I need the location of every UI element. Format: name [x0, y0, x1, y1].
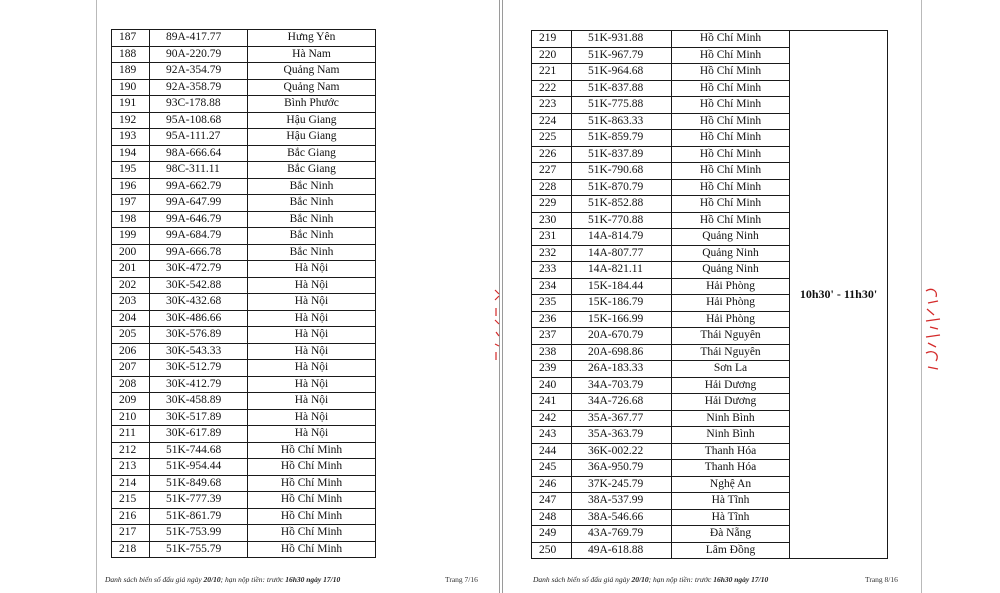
province-cell: Hồ Chí Minh: [248, 525, 376, 542]
row-number-cell: 191: [112, 96, 150, 113]
row-number-cell: 219: [532, 31, 572, 48]
plate-number-cell: 14A-814.79: [572, 229, 672, 246]
table-row: [112, 409, 376, 426]
plate-number-cell: 99A-646.79: [150, 211, 248, 228]
plate-number-cell: 15K-166.99: [572, 311, 672, 328]
province-cell: Hồ Chí Minh: [248, 475, 376, 492]
row-number-cell: 233: [532, 262, 572, 279]
row-number-cell: 242: [532, 410, 572, 427]
row-number-cell: 234: [532, 278, 572, 295]
plate-number-cell: 51K-770.88: [572, 212, 672, 229]
plate-number-cell: 30K-432.68: [150, 294, 248, 311]
province-cell: Hà Nội: [248, 393, 376, 410]
plate-number-cell: 51K-863.33: [572, 113, 672, 130]
plate-number-cell: 37K-245.79: [572, 476, 672, 493]
plate-number-cell: 51K-849.68: [150, 475, 248, 492]
row-number-cell: 237: [532, 328, 572, 345]
province-cell: Hà Nội: [248, 310, 376, 327]
plate-number-cell: 15K-184.44: [572, 278, 672, 295]
row-number-cell: 190: [112, 79, 150, 96]
plate-number-cell: 30K-543.33: [150, 343, 248, 360]
plate-number-cell: 36A-950.79: [572, 460, 672, 477]
plate-number-cell: 95A-111.27: [150, 129, 248, 146]
table-row: [112, 46, 376, 63]
plate-number-cell: 30K-486.66: [150, 310, 248, 327]
table-row: [112, 442, 376, 459]
plate-number-cell: 38A-537.99: [572, 493, 672, 510]
province-cell: Hà Nội: [248, 277, 376, 294]
document-page-right: [502, 0, 922, 593]
table-row: [112, 277, 376, 294]
plate-number-cell: 99A-662.79: [150, 178, 248, 195]
province-cell: Hồ Chí Minh: [672, 97, 790, 114]
province-cell: Hà Nội: [248, 261, 376, 278]
plate-number-cell: 30K-617.89: [150, 426, 248, 443]
page-footer-note: Danh sách biển số đấu giá ngày 20/10; hạn nộp tiền: trước 16h30 ngày 17/10: [533, 575, 769, 584]
table-row: [112, 195, 376, 212]
plate-number-cell: 20A-698.86: [572, 344, 672, 361]
row-number-cell: 206: [112, 343, 150, 360]
row-number-cell: 244: [532, 443, 572, 460]
province-cell: Hà Nội: [248, 294, 376, 311]
table-row: [112, 475, 376, 492]
row-number-cell: 218: [112, 541, 150, 558]
row-number-cell: 189: [112, 63, 150, 80]
province-cell: Lâm Đồng: [672, 542, 790, 559]
time-slot-cell: 10h30' - 11h30': [790, 31, 888, 559]
plate-number-cell: 35A-367.77: [572, 410, 672, 427]
row-number-cell: 239: [532, 361, 572, 378]
plate-number-cell: 30K-472.79: [150, 261, 248, 278]
province-cell: Hồ Chí Minh: [248, 442, 376, 459]
province-cell: Hà Nội: [248, 327, 376, 344]
row-number-cell: 194: [112, 145, 150, 162]
plate-number-cell: 92A-358.79: [150, 79, 248, 96]
province-cell: Hồ Chí Minh: [248, 459, 376, 476]
row-number-cell: 230: [532, 212, 572, 229]
province-cell: Hải Phòng: [672, 311, 790, 328]
row-number-cell: 210: [112, 409, 150, 426]
province-cell: Hải Dương: [672, 377, 790, 394]
plate-number-cell: 20A-670.79: [572, 328, 672, 345]
row-number-cell: 225: [532, 130, 572, 147]
province-cell: Ninh Bình: [672, 410, 790, 427]
row-number-cell: 226: [532, 146, 572, 163]
row-number-cell: 216: [112, 508, 150, 525]
row-number-cell: 187: [112, 30, 150, 47]
table-row: [112, 63, 376, 80]
table-row: [112, 211, 376, 228]
plate-number-cell: 99A-647.99: [150, 195, 248, 212]
plate-number-cell: 51K-755.79: [150, 541, 248, 558]
row-number-cell: 227: [532, 163, 572, 180]
row-number-cell: 241: [532, 394, 572, 411]
table-row: [112, 360, 376, 377]
row-number-cell: 201: [112, 261, 150, 278]
row-number-cell: 217: [112, 525, 150, 542]
table-row: [112, 145, 376, 162]
province-cell: Hà Nội: [248, 343, 376, 360]
row-number-cell: 215: [112, 492, 150, 509]
province-cell: Bình Phước: [248, 96, 376, 113]
plate-number-cell: 38A-546.66: [572, 509, 672, 526]
plate-number-cell: 34A-703.79: [572, 377, 672, 394]
row-number-cell: 228: [532, 179, 572, 196]
plate-number-cell: 51K-954.44: [150, 459, 248, 476]
plate-number-cell: 51K-753.99: [150, 525, 248, 542]
row-number-cell: 231: [532, 229, 572, 246]
row-number-cell: 202: [112, 277, 150, 294]
row-number-cell: 245: [532, 460, 572, 477]
table-row: [112, 30, 376, 47]
table-row: [112, 162, 376, 179]
row-number-cell: 243: [532, 427, 572, 444]
province-cell: Hà Nội: [248, 426, 376, 443]
plate-number-cell: 98C-311.11: [150, 162, 248, 179]
row-number-cell: 192: [112, 112, 150, 129]
province-cell: Thái Nguyên: [672, 344, 790, 361]
plate-number-cell: 49A-618.88: [572, 542, 672, 559]
row-number-cell: 248: [532, 509, 572, 526]
plate-number-cell: 51K-861.79: [150, 508, 248, 525]
plate-number-cell: 95A-108.68: [150, 112, 248, 129]
province-cell: Nghệ An: [672, 476, 790, 493]
table-row: [112, 228, 376, 245]
red-seal-stamp-fragment: [922, 285, 944, 375]
province-cell: Quảng Ninh: [672, 229, 790, 246]
table-row: [112, 261, 376, 278]
province-cell: Thanh Hóa: [672, 443, 790, 460]
plate-number-cell: 51K-775.88: [572, 97, 672, 114]
province-cell: Hồ Chí Minh: [672, 212, 790, 229]
plate-number-cell: 51K-790.68: [572, 163, 672, 180]
plate-number-cell: 43A-769.79: [572, 526, 672, 543]
province-cell: Hậu Giang: [248, 112, 376, 129]
plate-number-cell: 99A-666.78: [150, 244, 248, 261]
table-row: [112, 178, 376, 195]
table-row: [112, 426, 376, 443]
plate-number-cell: 51K-931.88: [572, 31, 672, 48]
province-cell: Bắc Ninh: [248, 211, 376, 228]
row-number-cell: 207: [112, 360, 150, 377]
table-row: [112, 294, 376, 311]
row-number-cell: 204: [112, 310, 150, 327]
page-number: Trang 7/16: [445, 575, 478, 584]
table-row: [112, 508, 376, 525]
row-number-cell: 236: [532, 311, 572, 328]
document-page-left: [96, 0, 500, 593]
plate-table-right: [531, 30, 888, 559]
province-cell: Hồ Chí Minh: [672, 179, 790, 196]
row-number-cell: 203: [112, 294, 150, 311]
plate-number-cell: 14A-807.77: [572, 245, 672, 262]
province-cell: Hậu Giang: [248, 129, 376, 146]
province-cell: Hà Tĩnh: [672, 509, 790, 526]
province-cell: Quảng Ninh: [672, 262, 790, 279]
province-cell: Quảng Ninh: [672, 245, 790, 262]
row-number-cell: 223: [532, 97, 572, 114]
table-row: [112, 492, 376, 509]
row-number-cell: 220: [532, 47, 572, 64]
table-row: [112, 327, 376, 344]
row-number-cell: 229: [532, 196, 572, 213]
row-number-cell: 208: [112, 376, 150, 393]
province-cell: Hồ Chí Minh: [672, 146, 790, 163]
plate-number-cell: 51K-870.79: [572, 179, 672, 196]
row-number-cell: 197: [112, 195, 150, 212]
row-number-cell: 211: [112, 426, 150, 443]
row-number-cell: 212: [112, 442, 150, 459]
plate-number-cell: 90A-220.79: [150, 46, 248, 63]
province-cell: Đà Nẵng: [672, 526, 790, 543]
row-number-cell: 213: [112, 459, 150, 476]
plate-number-cell: 36K-002.22: [572, 443, 672, 460]
province-cell: Thanh Hóa: [672, 460, 790, 477]
plate-number-cell: 15K-186.79: [572, 295, 672, 312]
province-cell: Hồ Chí Minh: [248, 541, 376, 558]
table-row: [112, 459, 376, 476]
table-row: [112, 310, 376, 327]
province-cell: Hồ Chí Minh: [672, 113, 790, 130]
province-cell: Hồ Chí Minh: [248, 508, 376, 525]
province-cell: Ninh Bình: [672, 427, 790, 444]
province-cell: Bắc Ninh: [248, 244, 376, 261]
row-number-cell: 232: [532, 245, 572, 262]
province-cell: Hồ Chí Minh: [672, 31, 790, 48]
plate-number-cell: 51K-744.68: [150, 442, 248, 459]
province-cell: Hải Phòng: [672, 295, 790, 312]
province-cell: Hải Phòng: [672, 278, 790, 295]
row-number-cell: 205: [112, 327, 150, 344]
province-cell: Hà Nội: [248, 360, 376, 377]
table-row: [112, 112, 376, 129]
red-seal-stamp-fragment: [493, 286, 501, 366]
row-number-cell: 235: [532, 295, 572, 312]
plate-number-cell: 26A-183.33: [572, 361, 672, 378]
province-cell: Hà Nội: [248, 376, 376, 393]
table-row: [112, 541, 376, 558]
table-row: [112, 244, 376, 261]
province-cell: Hưng Yên: [248, 30, 376, 47]
plate-number-cell: 93C-178.88: [150, 96, 248, 113]
plate-table-left: [111, 29, 376, 558]
province-cell: Hồ Chí Minh: [672, 130, 790, 147]
province-cell: Bắc Ninh: [248, 228, 376, 245]
plate-number-cell: 30K-512.79: [150, 360, 248, 377]
row-number-cell: 221: [532, 64, 572, 81]
plate-number-cell: 30K-458.89: [150, 393, 248, 410]
province-cell: Bắc Ninh: [248, 195, 376, 212]
row-number-cell: 240: [532, 377, 572, 394]
plate-number-cell: 51K-859.79: [572, 130, 672, 147]
page-footer-note: Danh sách biển số đấu giá ngày 20/10; hạn nộp tiền: trước 16h30 ngày 17/10: [105, 575, 341, 584]
plate-number-cell: 30K-576.89: [150, 327, 248, 344]
province-cell: Bắc Giang: [248, 162, 376, 179]
table-row: [112, 96, 376, 113]
province-cell: Hải Dương: [672, 394, 790, 411]
province-cell: Hồ Chí Minh: [672, 47, 790, 64]
row-number-cell: 224: [532, 113, 572, 130]
row-number-cell: 200: [112, 244, 150, 261]
row-number-cell: 214: [112, 475, 150, 492]
plate-number-cell: 51K-967.79: [572, 47, 672, 64]
plate-number-cell: 92A-354.79: [150, 63, 248, 80]
plate-number-cell: 98A-666.64: [150, 145, 248, 162]
row-number-cell: 193: [112, 129, 150, 146]
plate-number-cell: 99A-684.79: [150, 228, 248, 245]
province-cell: Bắc Giang: [248, 145, 376, 162]
row-number-cell: 209: [112, 393, 150, 410]
plate-number-cell: 30K-542.88: [150, 277, 248, 294]
province-cell: Bắc Ninh: [248, 178, 376, 195]
row-number-cell: 249: [532, 526, 572, 543]
province-cell: Hà Nội: [248, 409, 376, 426]
plate-number-cell: 51K-837.89: [572, 146, 672, 163]
plate-number-cell: 89A-417.77: [150, 30, 248, 47]
table-row: [112, 129, 376, 146]
table-row: [112, 393, 376, 410]
plate-number-cell: 51K-964.68: [572, 64, 672, 81]
row-number-cell: 196: [112, 178, 150, 195]
plate-number-cell: 30K-412.79: [150, 376, 248, 393]
province-cell: Hồ Chí Minh: [672, 80, 790, 97]
plate-number-cell: 35A-363.79: [572, 427, 672, 444]
table-row: [532, 31, 888, 48]
table-row: [112, 525, 376, 542]
province-cell: Hà Tĩnh: [672, 493, 790, 510]
row-number-cell: 247: [532, 493, 572, 510]
row-number-cell: 199: [112, 228, 150, 245]
plate-number-cell: 51K-852.88: [572, 196, 672, 213]
row-number-cell: 238: [532, 344, 572, 361]
table-row: [112, 343, 376, 360]
plate-number-cell: 14A-821.11: [572, 262, 672, 279]
province-cell: Hồ Chí Minh: [672, 196, 790, 213]
province-cell: Hồ Chí Minh: [672, 163, 790, 180]
plate-number-cell: 34A-726.68: [572, 394, 672, 411]
plate-number-cell: 51K-777.39: [150, 492, 248, 509]
page-number: Trang 8/16: [865, 575, 898, 584]
plate-number-cell: 30K-517.89: [150, 409, 248, 426]
row-number-cell: 195: [112, 162, 150, 179]
table-row: [112, 79, 376, 96]
row-number-cell: 222: [532, 80, 572, 97]
plate-number-cell: 51K-837.88: [572, 80, 672, 97]
row-number-cell: 188: [112, 46, 150, 63]
province-cell: Quảng Nam: [248, 63, 376, 80]
province-cell: Hồ Chí Minh: [248, 492, 376, 509]
table-row: [112, 376, 376, 393]
row-number-cell: 198: [112, 211, 150, 228]
row-number-cell: 246: [532, 476, 572, 493]
province-cell: Hà Nam: [248, 46, 376, 63]
province-cell: Sơn La: [672, 361, 790, 378]
province-cell: Thái Nguyên: [672, 328, 790, 345]
province-cell: Quảng Nam: [248, 79, 376, 96]
row-number-cell: 250: [532, 542, 572, 559]
province-cell: Hồ Chí Minh: [672, 64, 790, 81]
